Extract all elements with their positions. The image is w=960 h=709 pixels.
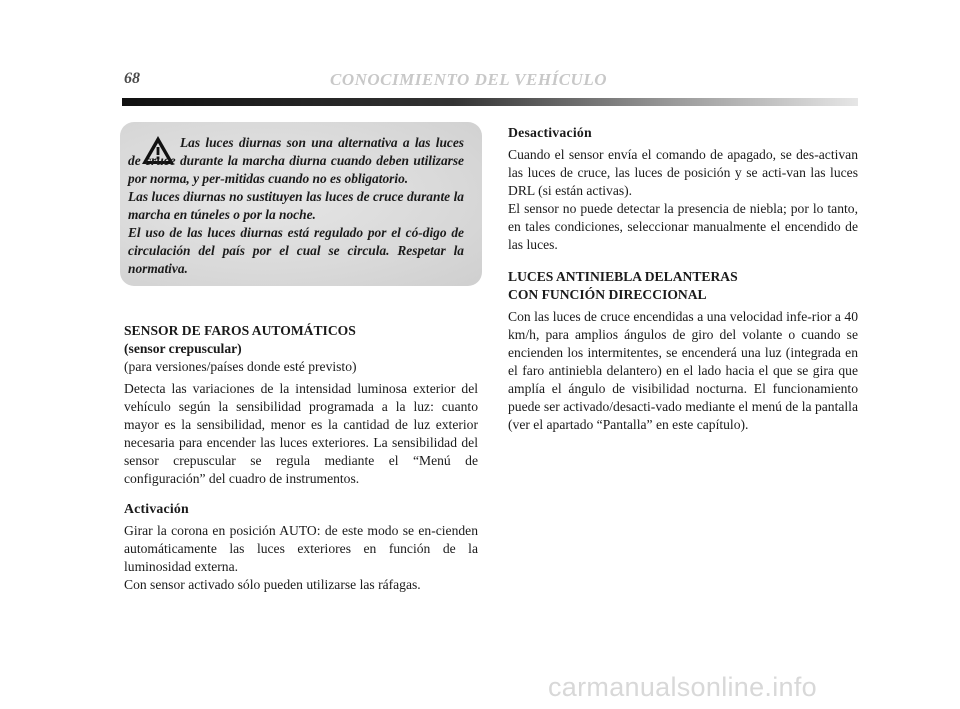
sensor-note: (para versiones/países donde esté previsto) (124, 359, 357, 374)
section-title: CONOCIMIENTO DEL VEHÍCULO (330, 70, 607, 89)
sensor-paragraph: Detecta las variaciones de la intensidad luminosa exterior del vehículo según la sensibilidad programada a la luz: cuanto mayor es la sensibilidad, menor es la cantidad de luz exterior necesaria para encender las luces exteriores. La sensibilidad del sensor crepuscular se regula mediante el “Menú de configuración” del cuadro de instrumentos. (124, 381, 478, 486)
header-divider (122, 98, 858, 106)
warning-paragraph: El uso de las luces diurnas está regulado por el có-digo de circulación del país por el cual se circula. Respetar la normativa. (128, 225, 464, 276)
activation-heading: Activación (124, 501, 189, 516)
activation-paragraph: Girar la corona en posición AUTO: de este modo se en-cienden automáticamente las luces exteriores en función de la luminosidad externa. (124, 523, 478, 574)
warning-paragraph: Las luces diurnas son una alternativa a las luces de cruce durante la marcha diurna cuando deben utilizarse por norma, y per-mitidas cuando no es obligatorio. (128, 135, 464, 186)
sensor-title: SENSOR DE FAROS AUTOMÁTICOS (124, 323, 356, 338)
deactivation-heading: Desactivación (508, 125, 592, 140)
page-number: 68 (124, 70, 140, 87)
deactivation-paragraph: Cuando el sensor envía el comando de apagado, se des-activan las luces de cruce, las luces de posición y se acti-van las luces DRL (si están activas). (508, 147, 858, 198)
left-column (124, 322, 478, 594)
warning-paragraph: Las luces diurnas no sustituyen las luces de cruce durante la marcha en túneles o por la noche. (128, 189, 464, 222)
fog-lights-title: LUCES ANTINIEBLA DELANTERAS (508, 269, 738, 284)
right-column (508, 124, 858, 434)
watermark: carmanualsonline.info (548, 672, 817, 702)
fog-lights-subtitle: CON FUNCIÓN DIRECCIONAL (508, 287, 707, 302)
activation-paragraph: Con sensor activado sólo pueden utilizarse las ráfagas. (124, 577, 421, 592)
warning-text (128, 134, 464, 278)
sensor-subtitle: (sensor crepuscular) (124, 341, 242, 356)
deactivation-paragraph: El sensor no puede detectar la presencia de niebla; por lo tanto, en tales condiciones, seleccionar manualmente el encendido de las luces. (508, 201, 858, 252)
fog-lights-paragraph: Con las luces de cruce encendidas a una velocidad infe-rior a 40 km/h, para amplios ángulos de giro del volante o cuando se encienden los intermitentes, se encenderá una luz (integrada en el faro antiniebla delantero) en el lado hacia el que se gira que amplía el ángulo de visibilidad nocturna. El funcionamiento puede ser activado/desacti-vado mediante el menú de la pantalla (ver el apartado “Pantalla” en este capítulo). (508, 309, 858, 432)
